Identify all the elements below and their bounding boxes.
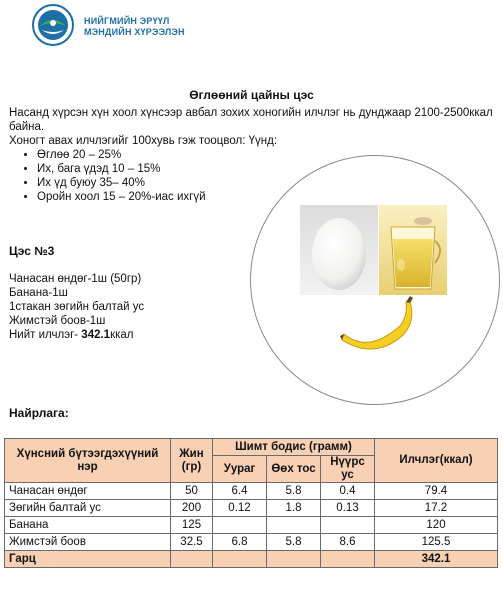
cell-name: Жимстэй боов bbox=[5, 534, 171, 551]
cell-carbs: 0.13 bbox=[321, 500, 375, 517]
cell-carbs: 8.6 bbox=[321, 534, 375, 551]
cell-carbs: 0.4 bbox=[321, 483, 375, 500]
cell-weight: 32.5 bbox=[171, 534, 213, 551]
table-row bbox=[5, 483, 498, 500]
nutrition-table bbox=[4, 438, 498, 568]
table-row bbox=[5, 534, 498, 551]
meal-share-item: • Оройн хоол 15 – 20%-иас ихгүй bbox=[37, 190, 497, 204]
institute-logo bbox=[32, 4, 74, 46]
cell-energy: 120 bbox=[375, 517, 498, 534]
menu-total-label: Нийт илчлэг- bbox=[9, 329, 82, 341]
col-header-weight: Жин (гр) bbox=[171, 439, 213, 483]
cell-protein: 6.4 bbox=[213, 483, 267, 500]
table-total-row bbox=[5, 551, 498, 568]
col-header-name: Хүнсний бүтээгдэхүүний нэр bbox=[5, 439, 171, 483]
menu-items bbox=[9, 272, 144, 342]
organization-name bbox=[84, 16, 185, 38]
cell-energy: 125.5 bbox=[375, 534, 498, 551]
cell-fat: 1.8 bbox=[267, 500, 321, 517]
cell-weight: 200 bbox=[171, 500, 213, 517]
table-row bbox=[5, 500, 498, 517]
col-header-nutrients: Шимт бодис (грамм) bbox=[213, 439, 375, 456]
col-header-carbs: Нүүрс ус bbox=[321, 456, 375, 483]
org-name-line2: МЭНДИЙН ХҮРЭЭЛЭН bbox=[84, 27, 185, 37]
col-header-energy: Илчлэг(ккал) bbox=[375, 439, 498, 483]
cell-total-energy: 342.1 bbox=[375, 551, 498, 568]
page-title: Өглөөний цайны цэс bbox=[189, 88, 314, 102]
table-row bbox=[5, 517, 498, 534]
cell-carbs bbox=[321, 517, 375, 534]
cell-empty bbox=[213, 551, 267, 568]
cell-name: Чанасан өндөг bbox=[5, 483, 171, 500]
meal-share-item: • Өглөө 20 – 25% bbox=[37, 148, 497, 162]
menu-item: 1стакан зөгийн балтай ус bbox=[9, 301, 145, 313]
cell-fat: 5.8 bbox=[267, 483, 321, 500]
menu-heading: Цэс №3 bbox=[9, 244, 55, 258]
intro-paragraph-1: Насанд хүрсэн хүн хоол хүнсээр авбал зохих хоногийн илчлэг нь дунджаар 2100-2500ккал байна. bbox=[9, 107, 493, 133]
cell-weight: 125 bbox=[171, 517, 213, 534]
meal-share-item: • Их, бага үдэд 10 – 15% bbox=[37, 162, 497, 176]
cell-empty bbox=[171, 551, 213, 568]
ingredients-heading: Найрлага: bbox=[9, 406, 69, 420]
cell-weight: 50 bbox=[171, 483, 213, 500]
menu-item: Банана-1ш bbox=[9, 287, 68, 299]
intro-paragraph-2: Хоногт авах илчлэгийг 100хувь гэж тооцвол: Үүнд: bbox=[9, 135, 278, 147]
cell-protein: 6.8 bbox=[213, 534, 267, 551]
org-name-line1: НИЙГМИЙН ЭРҮҮЛ bbox=[84, 16, 170, 26]
cell-energy: 79.4 bbox=[375, 483, 498, 500]
cell-empty bbox=[321, 551, 375, 568]
menu-total-value: 342.1 bbox=[81, 329, 111, 341]
cell-name: Банана bbox=[5, 517, 171, 534]
cell-energy: 17.2 bbox=[375, 500, 498, 517]
menu-total-unit: ккал bbox=[110, 329, 134, 341]
cell-total-label: Гарц bbox=[5, 551, 171, 568]
cell-protein bbox=[213, 517, 267, 534]
cell-name: Зөгийн балтай ус bbox=[5, 500, 171, 517]
col-header-fat: Өөх тос bbox=[267, 456, 321, 483]
menu-item: Чанасан өндөг-1ш (50гр) bbox=[9, 273, 142, 285]
menu-total bbox=[9, 328, 144, 342]
cell-fat: 5.8 bbox=[267, 534, 321, 551]
honey-water-image bbox=[379, 205, 447, 295]
cell-empty bbox=[267, 551, 321, 568]
cell-protein: 0.12 bbox=[213, 500, 267, 517]
col-header-protein: Уураг bbox=[213, 456, 267, 483]
menu-item: Жимстэй боов-1ш bbox=[9, 315, 106, 327]
banana-image bbox=[338, 296, 416, 354]
egg-image bbox=[300, 205, 378, 295]
meal-share-item: • Их үд буюу 35– 40% bbox=[37, 176, 497, 190]
cell-fat bbox=[267, 517, 321, 534]
